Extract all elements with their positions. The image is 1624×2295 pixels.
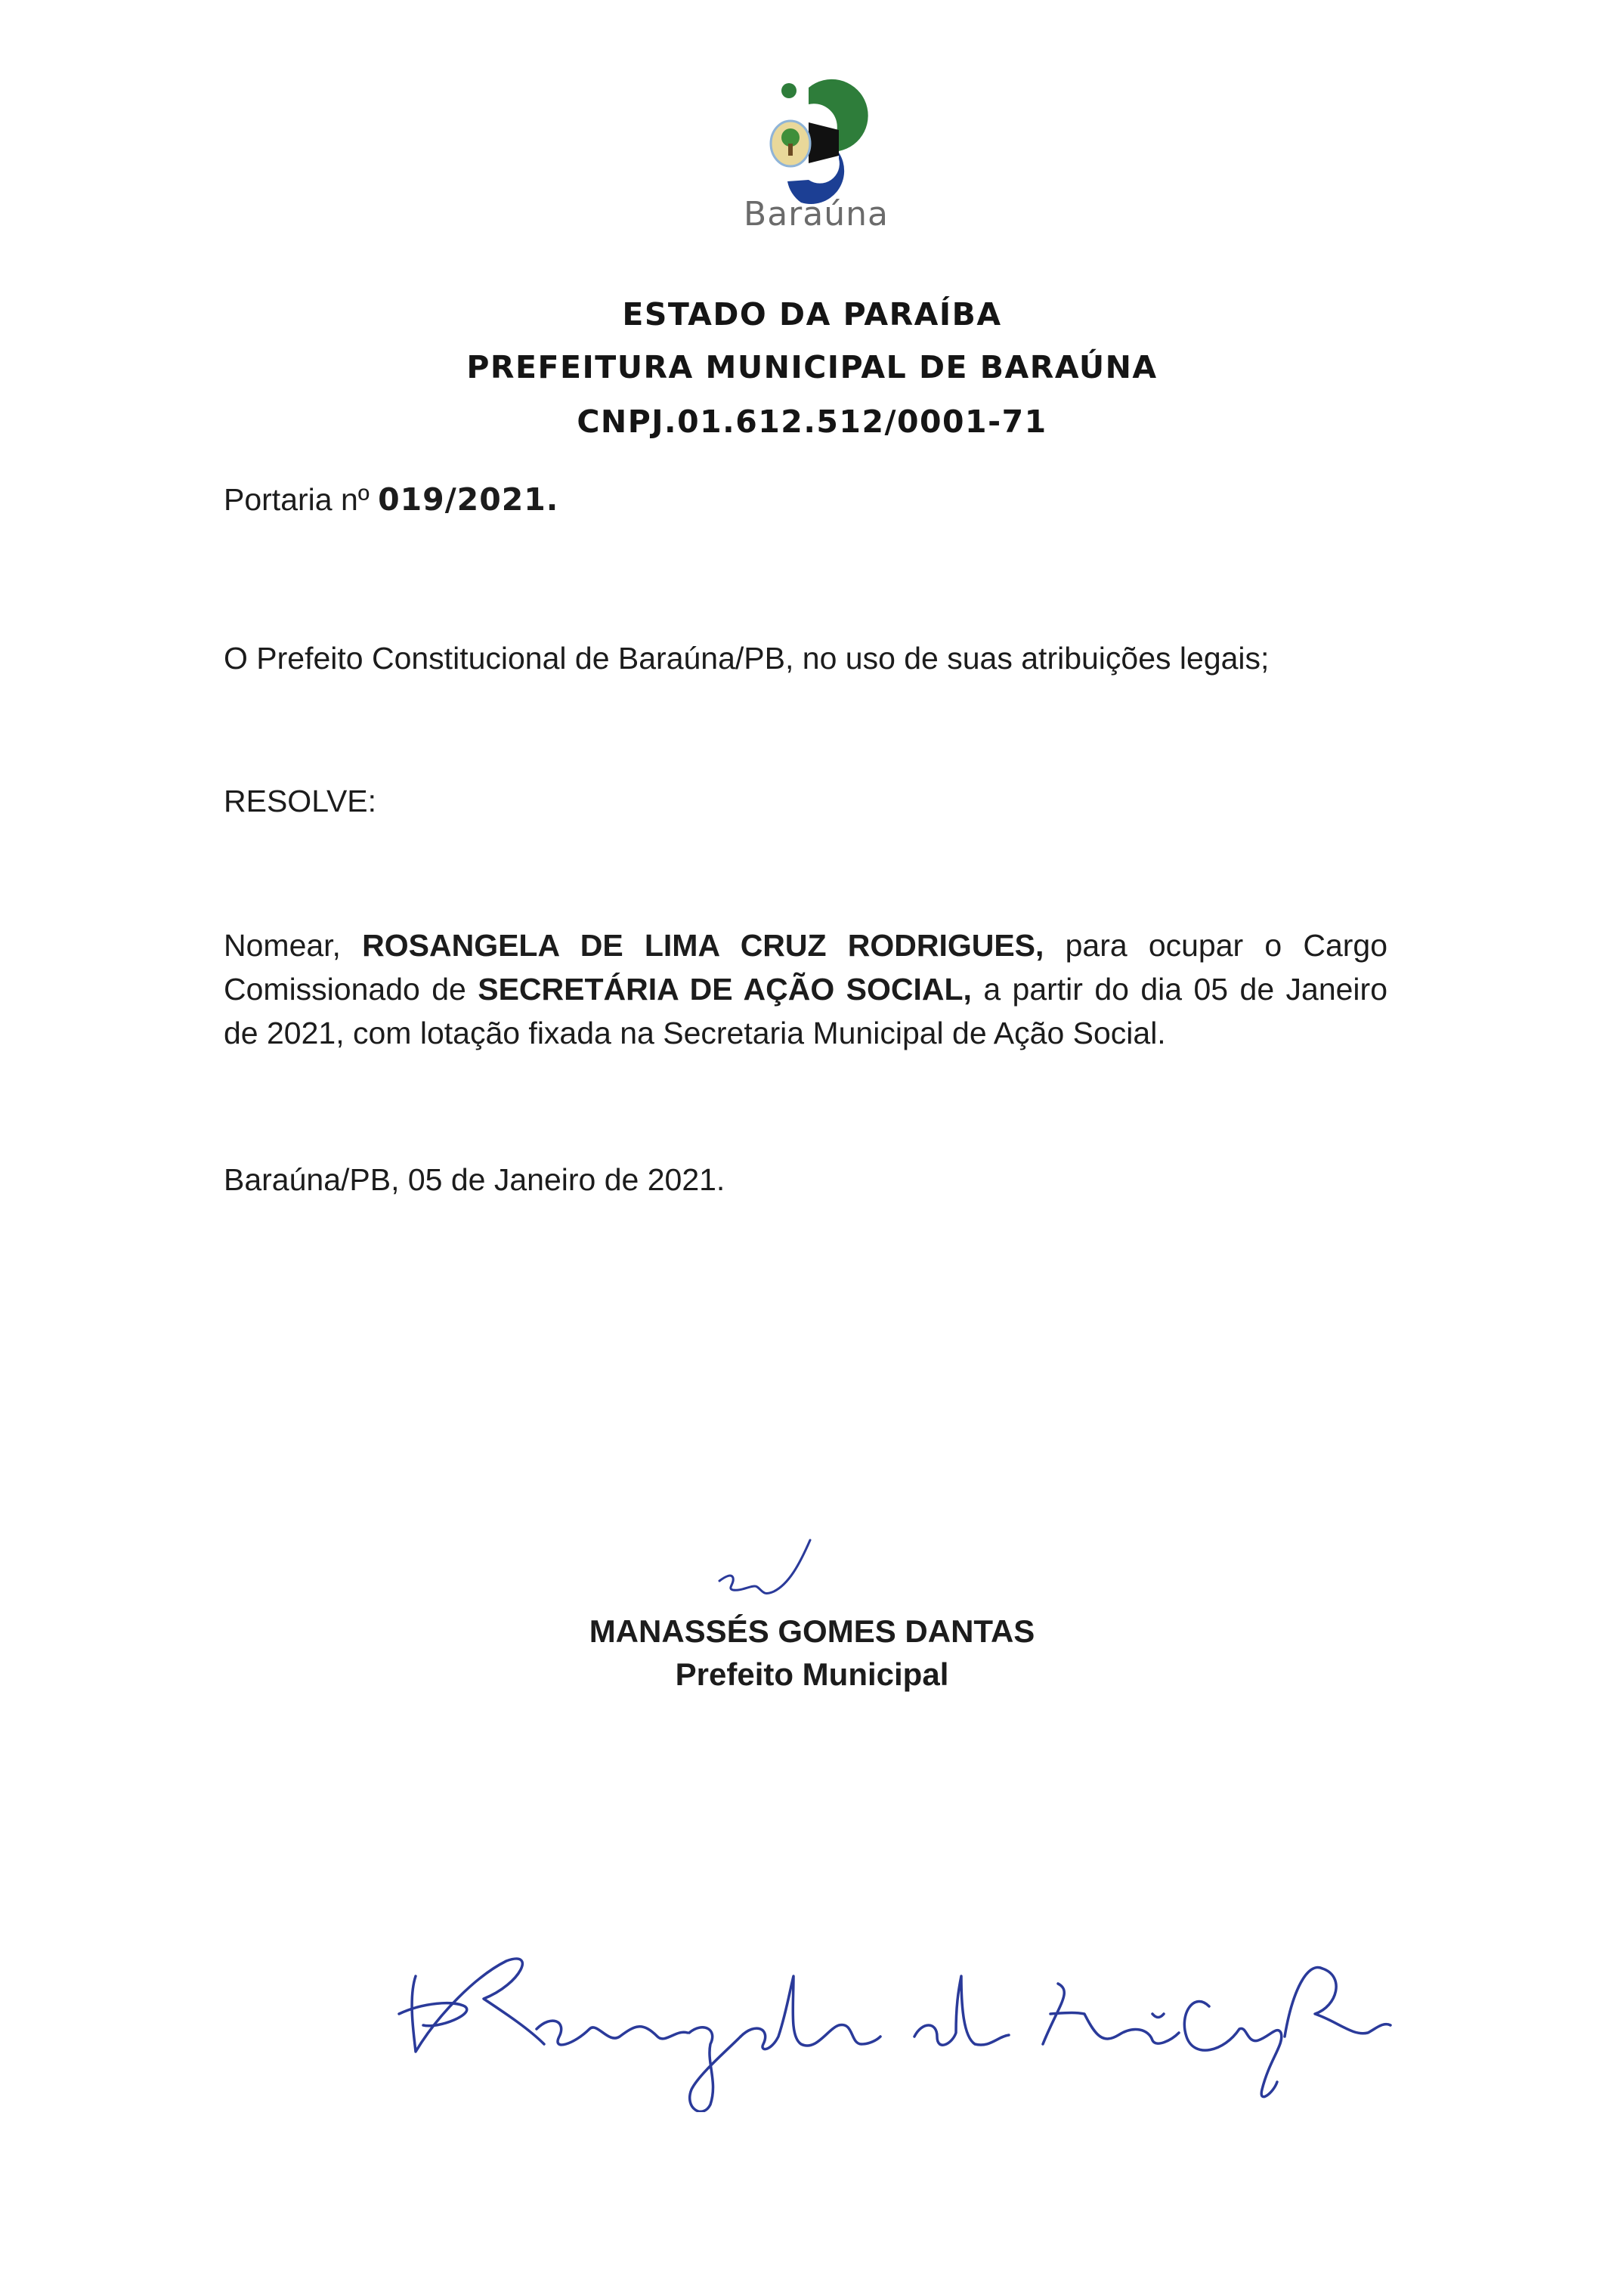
logo-dot [781,83,797,98]
appointment-text-3: a partir do dia 05 de Janeiro de 2021, com lotação fixada na Secretaria Municipal de Ação Social. [224,972,1388,1050]
portaria-number: 019/2021. [378,481,559,518]
municipality-heading: PREFEITURA MUNICIPAL DE BARAÚNA [466,349,1158,385]
cnpj-heading: CNPJ.01.612.512/0001-71 [577,404,1047,440]
mayor-signature [710,1534,824,1617]
resolve-label: RESOLVE: [224,784,377,818]
date-line: Baraúna/PB, 05 de Janeiro de 2021. [224,1162,725,1197]
logo-text: Baraúna [744,195,889,234]
appointment-text-2: para ocupar o Cargo Comissionado de [224,928,1387,1007]
appointee-name: ROSANGELA DE LIMA CRUZ RODRIGUES, [362,928,1044,963]
appointee-signature [393,1931,1398,2112]
intro-paragraph: O Prefeito Constitucional de Baraúna/PB, no uso de suas atribuições legais; [224,641,1270,676]
portaria-label: Portaria nº [224,482,379,517]
mayor-title: Prefeito Municipal [675,1656,949,1692]
state-heading: ESTADO DA PARAÍBA [622,296,1002,332]
logo-black-wedge [809,122,839,163]
appointment-text-1: Nomear, [224,928,363,963]
position-name: SECRETÁRIA DE AÇÃO SOCIAL, [478,972,972,1007]
portaria-line [224,478,558,521]
mayor-name: MANASSÉS GOMES DANTAS [589,1613,1035,1649]
appointment-paragraph [224,923,1387,1055]
